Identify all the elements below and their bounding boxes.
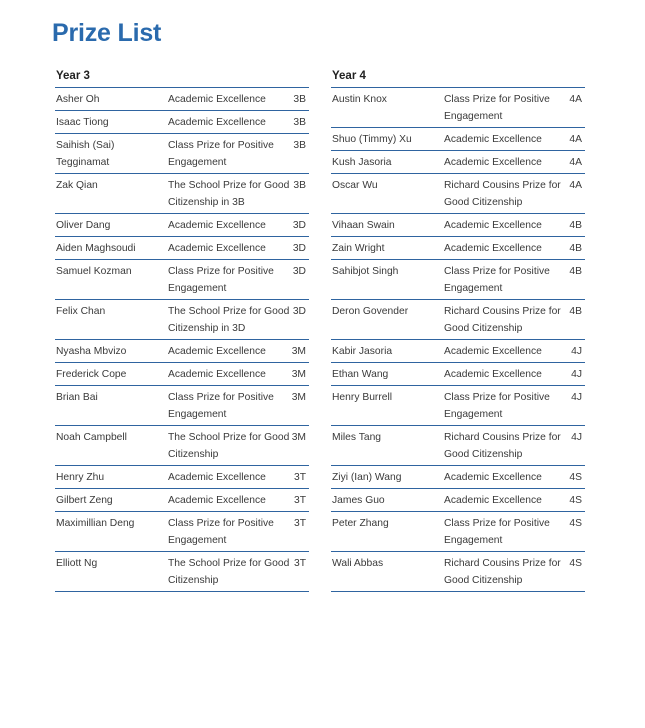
class-code: 3M [291, 432, 306, 443]
winner-name: Brian Bai [56, 392, 98, 403]
prize-row [55, 340, 309, 363]
prize-name: Academic Excellence [168, 243, 266, 254]
prize-row [331, 174, 585, 214]
prize-row [55, 363, 309, 386]
prize-row [55, 111, 309, 134]
prize-row [331, 300, 585, 340]
winner-name: Vihaan Swain [332, 220, 395, 231]
class-code: 4B [569, 266, 582, 277]
class-code: 4A [569, 134, 582, 145]
class-code: 3T [293, 495, 306, 506]
prize-name: Class Prize for Positive Engagement [168, 392, 274, 420]
winner-name: Frederick Cope [56, 369, 127, 380]
prize-row [55, 174, 309, 214]
prize-name: Richard Cousins Prize for Good Citizenship [444, 432, 561, 460]
prize-row [55, 237, 309, 260]
class-code: 3M [291, 369, 306, 380]
prize-row [55, 426, 309, 466]
page-title: Prize List [52, 19, 162, 47]
winner-name: Wali Abbas [332, 558, 384, 569]
prize-name: Richard Cousins Prize for Good Citizenship [444, 306, 561, 334]
winner-name: James Guo [332, 495, 385, 506]
prize-name: Academic Excellence [168, 472, 266, 483]
class-code: 3B [293, 117, 306, 128]
class-code: 4J [571, 369, 582, 380]
prize-row [331, 151, 585, 174]
section-heading: Year 4 [331, 68, 585, 88]
winner-name: Kush Jasoria [332, 157, 392, 168]
prize-name: Class Prize for Positive Engagement [444, 266, 550, 294]
winner-name: Henry Burrell [332, 392, 393, 403]
prize-row [55, 386, 309, 426]
prize-name: Academic Excellence [168, 94, 266, 105]
winner-name: Ethan Wang [332, 369, 389, 380]
class-code: 4B [569, 306, 582, 317]
winner-name: Henry Zhu [56, 472, 105, 483]
prize-table [55, 88, 309, 592]
prize-name: Class Prize for Positive Engagement [168, 140, 274, 168]
prize-name: Academic Excellence [168, 346, 266, 357]
prize-name: Academic Excellence [444, 472, 542, 483]
prize-name: Academic Excellence [444, 157, 542, 168]
prize-row [331, 512, 585, 552]
winner-name: Oliver Dang [56, 220, 111, 231]
class-code: 3B [293, 94, 306, 105]
winner-name: Deron Govender [332, 306, 409, 317]
prize-name: The School Prize for Good Citizenship in 3D [168, 306, 290, 334]
prize-name: Academic Excellence [444, 346, 542, 357]
class-code: 4B [569, 243, 582, 254]
prize-row [55, 134, 309, 174]
class-code: 3T [293, 558, 306, 569]
prize-name: Class Prize for Positive Engagement [168, 518, 274, 546]
prize-row [55, 489, 309, 512]
prize-name: Academic Excellence [168, 369, 266, 380]
winner-name: Kabir Jasoria [332, 346, 393, 357]
class-code: 4A [569, 157, 582, 168]
class-code: 4J [571, 392, 582, 403]
prize-row [331, 340, 585, 363]
prize-row [331, 128, 585, 151]
prize-row [331, 363, 585, 386]
class-code: 4J [571, 346, 582, 357]
prize-row [55, 214, 309, 237]
prize-name: Richard Cousins Prize for Good Citizenship [444, 558, 561, 586]
prize-row [331, 466, 585, 489]
winner-name: Oscar Wu [332, 180, 378, 191]
winner-name: Noah Campbell [56, 432, 127, 443]
prize-row [331, 260, 585, 300]
prize-name: Academic Excellence [444, 134, 542, 145]
class-code: 4S [569, 518, 582, 529]
prize-name: Academic Excellence [444, 220, 542, 231]
class-code: 3D [292, 220, 306, 231]
winner-name: Zak Qian [56, 180, 98, 191]
class-code: 3D [292, 243, 306, 254]
winner-name: Saihish (Sai) Tegginamat [56, 140, 115, 168]
prize-name: The School Prize for Good Citizenship [168, 432, 290, 460]
year-4-section [331, 68, 585, 592]
prize-name: Class Prize for Positive Engagement [444, 94, 550, 122]
winner-name: Nyasha Mbvizo [56, 346, 127, 357]
class-code: 3M [291, 392, 306, 403]
prize-row [331, 426, 585, 466]
prize-row [331, 88, 585, 128]
winner-name: Shuo (Timmy) Xu [332, 134, 412, 145]
section-heading: Year 3 [55, 68, 309, 88]
winner-name: Peter Zhang [332, 518, 389, 529]
prize-name: Academic Excellence [168, 117, 266, 128]
class-code: 3D [292, 306, 306, 317]
winner-name: Isaac Tiong [56, 117, 109, 128]
class-code: 4J [571, 432, 582, 443]
prize-name: Class Prize for Positive Engagement [444, 518, 550, 546]
prize-name: Academic Excellence [444, 243, 542, 254]
winner-name: Austin Knox [332, 94, 387, 105]
winner-name: Aiden Maghsoudi [56, 243, 136, 254]
class-code: 4B [569, 220, 582, 231]
winner-name: Sahibjot Singh [332, 266, 399, 277]
prize-row [55, 300, 309, 340]
class-code: 3M [291, 346, 306, 357]
prize-row [331, 214, 585, 237]
winner-name: Zain Wright [332, 243, 385, 254]
prize-row [55, 466, 309, 489]
prize-name: Academic Excellence [168, 220, 266, 231]
class-code: 3D [292, 266, 306, 277]
year-3-section [55, 68, 309, 592]
winner-name: Ziyi (Ian) Wang [332, 472, 402, 483]
prize-row [55, 260, 309, 300]
prize-name: The School Prize for Good Citizenship [168, 558, 290, 586]
prize-name: Academic Excellence [444, 369, 542, 380]
prize-name: Academic Excellence [168, 495, 266, 506]
prize-row [55, 88, 309, 111]
prize-name: Richard Cousins Prize for Good Citizenship [444, 180, 561, 208]
class-code: 4S [569, 558, 582, 569]
class-code: 3B [293, 140, 306, 151]
prize-row [55, 512, 309, 552]
winner-name: Elliott Ng [56, 558, 98, 569]
prize-row [331, 237, 585, 260]
class-code: 3T [293, 518, 306, 529]
winner-name: Asher Oh [56, 94, 100, 105]
class-code: 4S [569, 472, 582, 483]
prize-name: Class Prize for Positive Engagement [444, 392, 550, 420]
winner-name: Felix Chan [56, 306, 106, 317]
prize-row [331, 552, 585, 592]
prize-name: Class Prize for Positive Engagement [168, 266, 274, 294]
winner-name: Samuel Kozman [56, 266, 132, 277]
winner-name: Gilbert Zeng [56, 495, 113, 506]
winner-name: Miles Tang [332, 432, 382, 443]
prize-row [55, 552, 309, 592]
winner-name: Maximillian Deng [56, 518, 135, 529]
prize-table [331, 88, 585, 592]
prize-row [331, 489, 585, 512]
prize-name: The School Prize for Good Citizenship in 3B [168, 180, 290, 208]
prize-name: Academic Excellence [444, 495, 542, 506]
class-code: 4A [569, 180, 582, 191]
class-code: 4A [569, 94, 582, 105]
class-code: 3T [293, 472, 306, 483]
class-code: 3B [293, 180, 306, 191]
prize-row [331, 386, 585, 426]
class-code: 4S [569, 495, 582, 506]
